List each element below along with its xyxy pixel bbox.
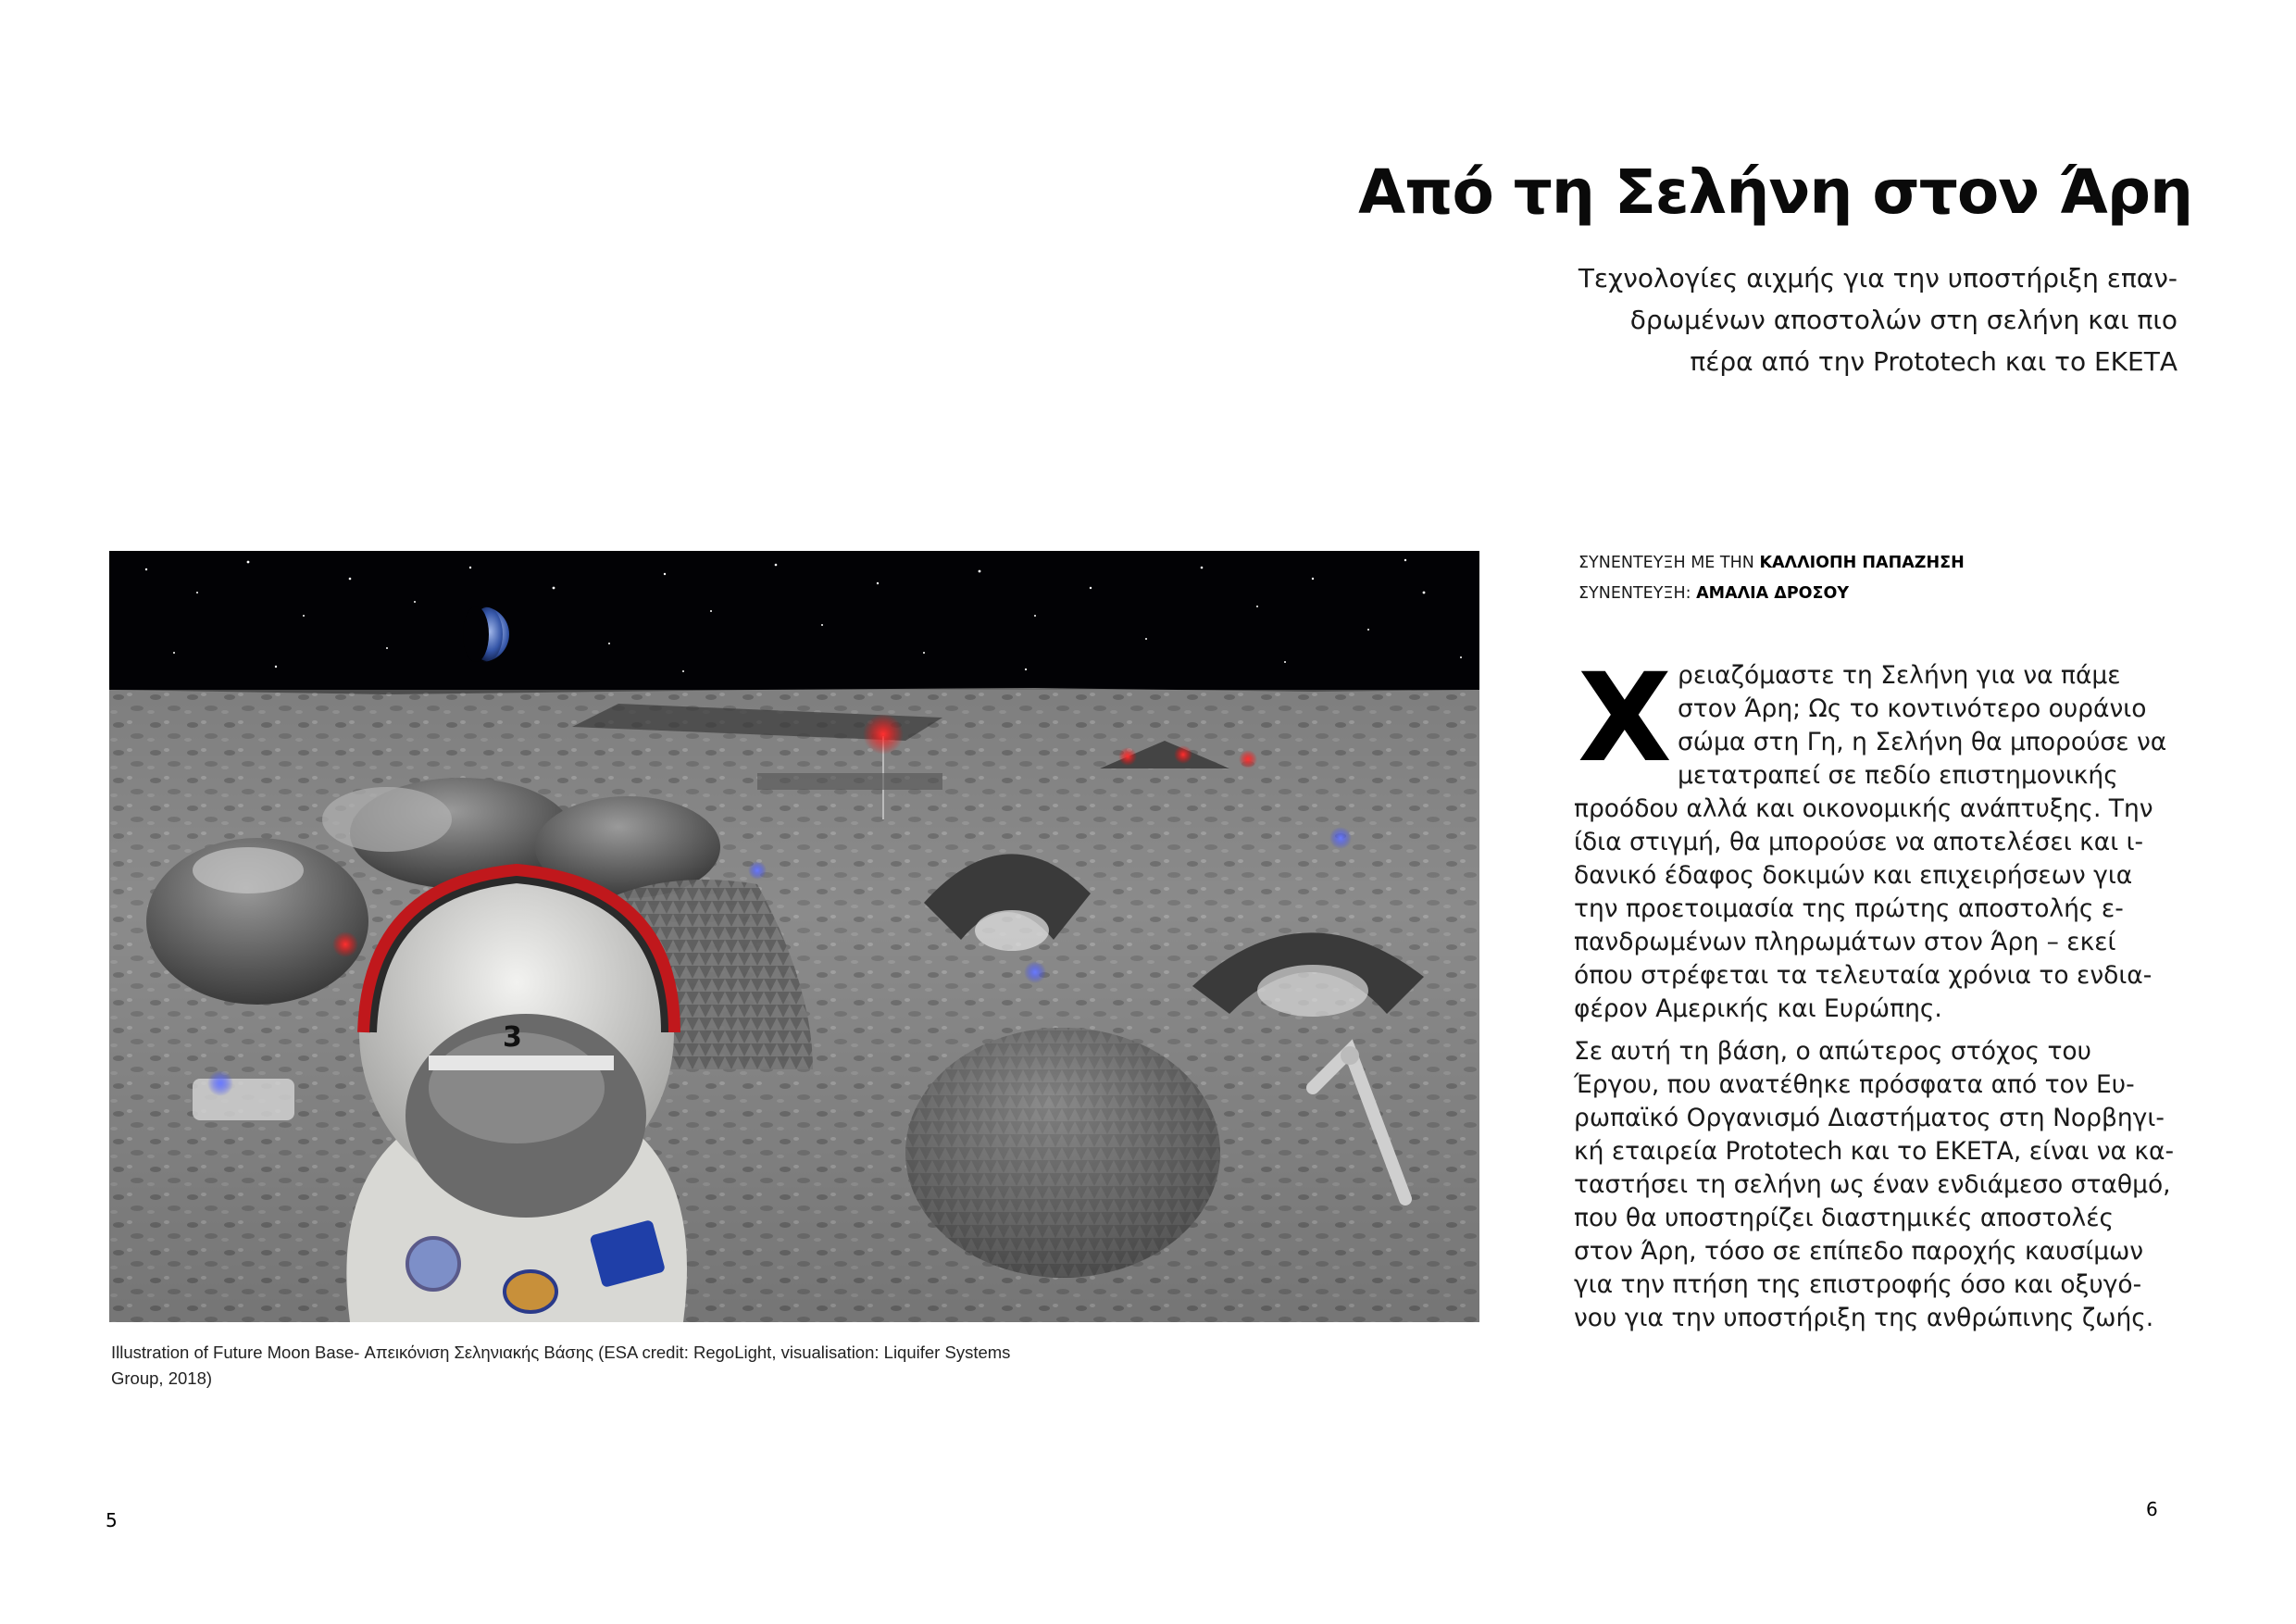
paragraph-1 — [1574, 647, 2185, 1026]
caption-line: Group, 2018) — [111, 1368, 213, 1388]
body-line: μετατραπεί σε πεδίο επιστημονικής — [1678, 761, 2118, 790]
body-line: δανικό έδαφος δοκιμών και επιχειρήσεων για — [1574, 861, 2133, 890]
body-line: στον Άρη; Ως το κοντινότερο ουράνιο — [1678, 694, 2147, 723]
body-line: στον Άρη, τόσο σε επίπεδο παροχής καυσίμων — [1574, 1237, 2144, 1266]
subtitle-line: Τεχνολογίες αιχμής για την υποστήριξη επαν- — [1578, 263, 2177, 294]
article-credits — [1578, 548, 1965, 609]
article-subtitle — [1529, 257, 2177, 382]
credit-name: ΑΜΑΛΙΑ ΔΡΟΣΟΥ — [1696, 584, 1850, 603]
body-line: που θα υποστηρίζει διαστημικές αποστολές — [1574, 1204, 2115, 1232]
caption-line: Illustration of Future Moon Base- Απεικόνιση Σεληνιακής Βάσης (ESA credit: RegoLight, visualisation: Liquifer Systems — [111, 1343, 1011, 1362]
body-line: όπου στρέφεται τα τελευταία χρόνια το ενδια- — [1574, 961, 2152, 990]
subtitle-line: πέρα από την Prototech και το ΕΚΕΤΑ — [1690, 346, 2177, 377]
drop-cap: Χ — [1578, 647, 1672, 790]
page-number-right: 6 — [2146, 1498, 2158, 1520]
body-line: ρειαζόμαστε τη Σελήνη για να πάμε — [1678, 661, 2121, 690]
credit-name: ΚΑΛΛΙΟΠΗ ΠΑΠΑΖΗΣΗ — [1759, 554, 1965, 572]
body-line: Σε αυτή τη βάση, ο απώτερος στόχος του — [1574, 1037, 2091, 1066]
body-line: προόδου αλλά και οικονομικής ανάπτυξης. Την — [1574, 794, 2153, 823]
figure-caption — [111, 1340, 1111, 1392]
subtitle-line: δρωμένων αποστολών στη σελήνη και πιο — [1629, 305, 2177, 335]
article-title: Από τη Σελήνη στον Άρη — [1358, 156, 2192, 228]
body-line: για την πτήση της επιστροφής όσο και οξυγό- — [1574, 1270, 2142, 1299]
body-line: ταστήσει τη σελήνη ως έναν ενδιάμεσο σταθμό, — [1574, 1170, 2171, 1199]
credit-interviewee — [1578, 548, 1965, 579]
body-line: νου για την υποστήριξη της ανθρώπινης ζωής. — [1574, 1304, 2154, 1332]
moon-base-illustration — [109, 551, 1479, 1322]
body-line: ίδια στιγμή, θα μπορούσε να αποτελέσει και ι- — [1574, 828, 2144, 856]
page-number-left: 5 — [106, 1509, 118, 1531]
credit-interviewer — [1578, 579, 1965, 609]
body-line: την προετοιμασία της πρώτης αποστολής ε- — [1574, 894, 2124, 923]
body-line: ρωπαϊκό Οργανισμό Διαστήματος στη Νορβηγι- — [1574, 1104, 2165, 1132]
body-line: σώμα στη Γη, η Σελήνη θα μπορούσε να — [1678, 728, 2167, 756]
article-body — [1574, 647, 2185, 1344]
paragraph-2 — [1574, 1035, 2185, 1335]
body-line: κή εταιρεία Prototech και το ΕΚΕΤΑ, είναι να κα- — [1574, 1137, 2175, 1166]
body-line: φέρον Αμερικής και Ευρώπης. — [1574, 994, 1942, 1023]
helmet-number: 3 — [503, 1021, 522, 1054]
body-line: Έργου, που ανατέθηκε πρόσφατα από τον Ευ- — [1574, 1070, 2135, 1099]
astronaut — [346, 866, 687, 1322]
body-line: πανδρωμένων πληρωμάτων στον Άρη – εκεί — [1574, 928, 2116, 956]
credit-label: ΣΥΝΕΝΤΕΥΞΗ ΜΕ ΤΗΝ — [1578, 554, 1760, 572]
credit-label: ΣΥΝΕΝΤΕΥΞΗ: — [1578, 584, 1697, 603]
